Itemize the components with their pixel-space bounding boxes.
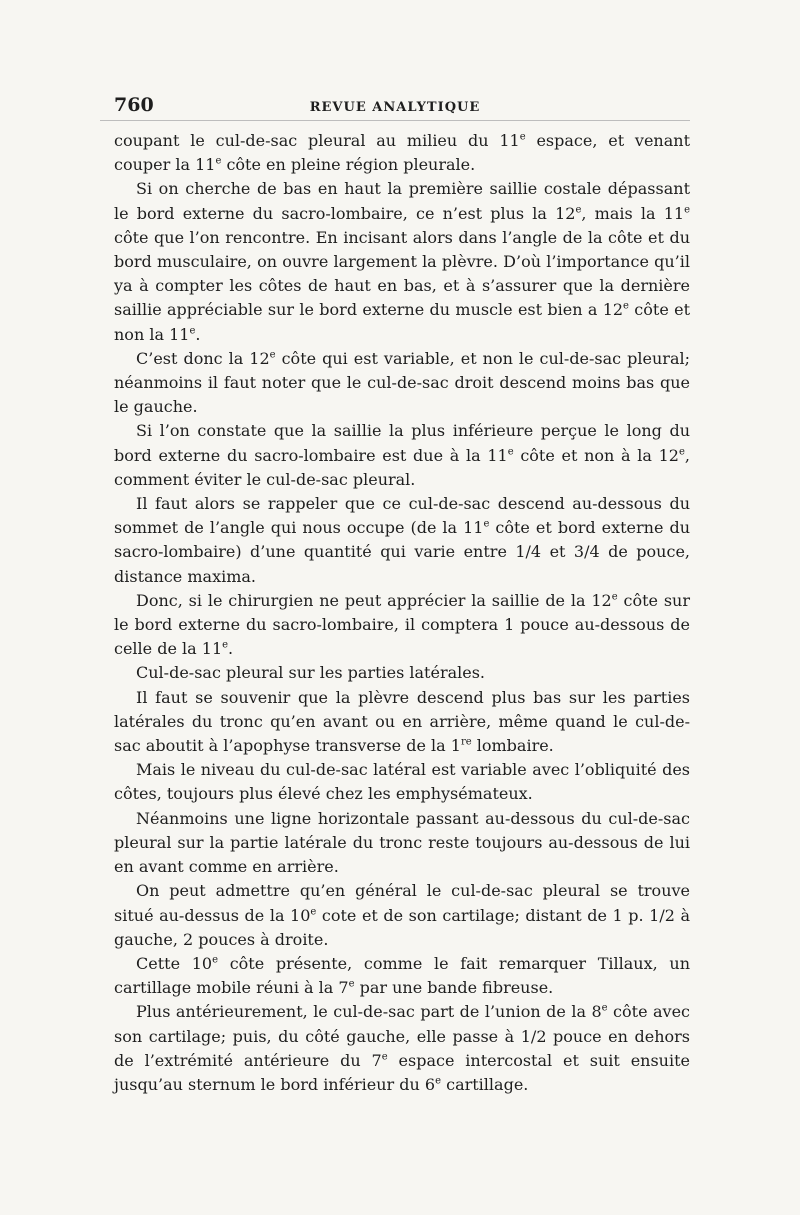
paragraph [114,347,690,420]
text-run: côte en pleine région pleurale. [221,155,476,175]
text-run: Si l’on constate que la saillie la plus inférieure perçue le long du bord externe du sacro-lombaire est due à la 11 [114,421,690,465]
text-run: côte et bord externe du sacro-lombaire) d’une quantité qui varie entre 1/4 et 3/4 de pouce, distance maxima. [114,518,690,586]
superscript: e [611,591,618,603]
superscript: e [435,1075,442,1087]
text-run: Cette 10 [136,953,213,973]
paragraph [114,492,690,589]
superscript: e [601,1002,608,1014]
book-page [100,92,690,1097]
superscript: e [269,349,276,361]
text-run: côte qui est variable, et non le cul-de-sac pleural; néanmoins il faut noter que le cul-de-sac droit descend moins bas que le gauche. [114,348,690,417]
paragraph [114,1000,690,1097]
text-run: par une bande fibreuse. [354,978,554,998]
text-run: . [195,324,201,344]
text-run: côte que l’on rencontre. En incisant alors dans l’angle de la côte et du bord musculaire, on ouvre largement la plèvre. D’où l’importance qu’il ya à compter les côtes de haut en bas, et à s’assurer que la dernière saillie appréciable sur le bord externe du muscle est bien a 12 [114,227,690,320]
text-run: cartillage. [441,1074,529,1094]
paragraph [114,952,690,1000]
body-text [100,129,690,1097]
paragraph [114,661,690,685]
page-number: 760 [114,94,154,116]
text-run: , mais la 11 [581,203,685,223]
superscript: e [348,978,355,990]
superscript: e [381,1051,388,1063]
superscript: e [215,155,222,167]
text-run: Mais le niveau du cul-de-sac latéral est variable avec l’obliquité des côtes, toujours plus élevé chez les emphysémateux. [114,760,690,804]
text-run: . [228,639,234,659]
superscript: e [519,131,526,143]
paragraph [114,419,690,492]
text-run: cote et de son cartilage; distant de 1 p. 1/2 à gauche, 2 pouces à droite. [114,905,690,949]
text-run: espace intercostal et suit ensuite jusqu’au sternum le bord inférieur du 6 [114,1050,690,1094]
text-run: Cul-de-sac pleural sur les parties latérales. [136,663,486,683]
text-run: espace, et venant couper la 11 [114,131,691,175]
superscript: re [460,736,472,748]
paragraph [114,177,690,346]
paragraph [114,807,690,880]
text-run: coupant le cul-de-sac pleural au milieu du 11 [114,131,520,150]
superscript: e [623,301,629,313]
superscript: e [483,518,490,530]
superscript: e [222,639,229,651]
running-title: REVUE ANALYTIQUE [309,100,481,115]
text-run: Donc, si le chirurgien ne peut apprécier la saillie de la 12 [136,590,612,610]
superscript: e [507,446,514,458]
superscript: e [212,954,219,966]
paragraph [114,758,690,806]
superscript: e [678,446,685,458]
superscript: e [684,204,690,216]
text-run: C’est donc la 12 [136,348,270,368]
text-run: , comment éviter le cul-de-sac pleural. [114,445,690,489]
text-run: côte présente, comme le fait remarquer Tillaux, un cartillage mobile réuni à la 7 [114,953,691,998]
page-header [100,92,690,121]
paragraph [114,879,690,952]
paragraph [114,589,690,662]
text-run: Néanmoins une ligne horizontale passant au-dessous du cul-de-sac pleural sur la partie latérale du tronc reste toujours au-dessous de lui en avant comme en arrière. [114,808,690,877]
text-run: côte et non à la 12 [513,445,679,465]
text-run: Plus antérieurement, le cul-de-sac part de l’union de la 8 [136,1002,602,1022]
text-run: Il faut se souvenir que la plèvre descend plus bas sur les parties latérales du tronc qu’en avant ou en arrière, même quand le cul-de-sac aboutit à l’apophyse transverse de la 1 [114,687,690,756]
paragraph [114,129,690,177]
paragraph [114,686,690,759]
text-run: On peut admettre qu’en général le cul-de-sac pleural se trouve situé au-dessus de la 10 [114,881,690,925]
text-run: côte avec son cartilage; puis, du côté gauche, elle passe à 1/2 pouce en dehors de l’extrémité antérieure du 7 [114,1002,691,1070]
superscript: e [189,325,196,337]
superscript: e [310,906,317,918]
text-run: Si on cherche de bas en haut la première saillie costale dépassant le bord externe du sacro-lombaire, ce n’est plus la 12 [114,179,690,223]
text-run: côte sur le bord externe du sacro-lombaire, il comptera 1 pouce au-dessous de celle de la 11 [114,590,690,659]
text-run: lombaire. [471,736,554,756]
text-run: Il faut alors se rappeler que ce cul-de-sac descend au-dessous du sommet de l’angle qui nous occupe (de la 11 [114,494,690,538]
text-run: côte et non la 11 [114,300,690,344]
superscript: e [575,204,582,216]
